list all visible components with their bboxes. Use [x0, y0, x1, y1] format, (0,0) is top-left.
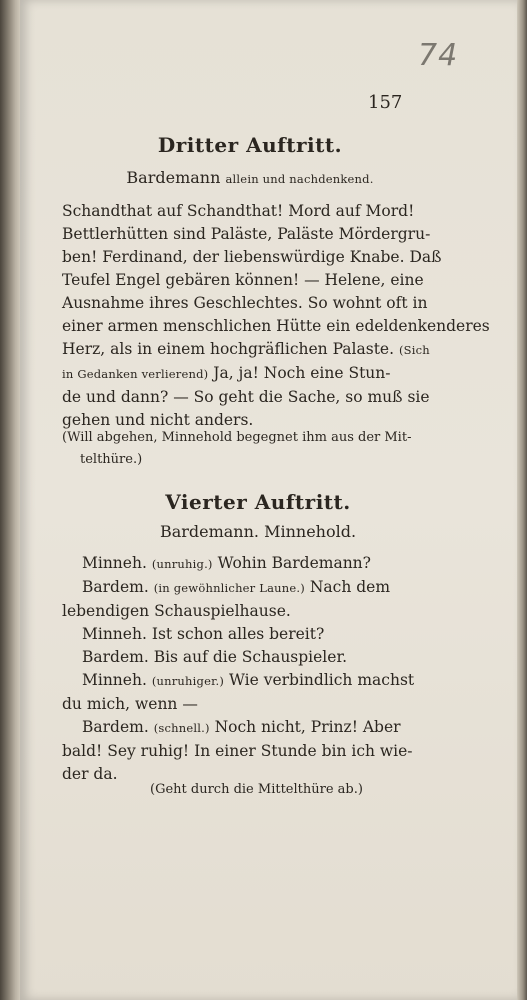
scene-3-cast — [20, 168, 480, 187]
dialogue-line — [62, 669, 434, 693]
scene-4-cast: Bardemann. Minnehold. — [159, 522, 357, 541]
dialogue-line — [62, 552, 434, 576]
dialogue-line: lebendigen Schauspielhause. — [62, 602, 291, 620]
text-line: Schandthat auf Schandthat! Mord auf Mord! — [62, 202, 415, 220]
book-binding — [0, 0, 22, 1000]
dialogue-text: Nach dem — [309, 578, 391, 596]
stage-direction: in Gedanken verlierend) — [62, 367, 209, 381]
stage-direction: (schnell.) — [153, 721, 210, 735]
text-line: ben! Ferdinand, der liebenswürdige Knabe. Daß — [62, 248, 442, 266]
page-sheet — [20, 0, 517, 1000]
dialogue-line: der da. — [62, 765, 118, 783]
scene-3-title: Dritter Auftritt. — [157, 133, 343, 157]
stage-direction-exit-scene-4: (Geht durch die Mittelthüre ab.) — [150, 782, 363, 797]
dialogue-text: Noch nicht, Prinz! Aber — [214, 718, 401, 736]
speaker-name: Minneh. — [82, 671, 147, 689]
dialogue-text: Wie verbindlich machst — [229, 671, 415, 689]
dialogue-text: Bis auf die Schauspieler. — [153, 648, 348, 666]
page-edge — [517, 0, 527, 1000]
text-line: einer armen menschlichen Hütte ein edeldenkenderes — [62, 317, 490, 335]
text-line: Ausnahme ihres Geschlechtes. So wohnt oft in — [62, 294, 428, 312]
stage-direction: (unruhig.) — [151, 557, 213, 571]
scene-3-cast-name: Bardemann — [126, 168, 221, 187]
stage-direction: (Sich — [398, 343, 430, 357]
text-line: gehen und nicht anders. — [62, 411, 254, 429]
dialogue-text: Ist schon alles bereit? — [151, 625, 325, 643]
dialogue-text: Wohin Bardemann? — [217, 554, 371, 572]
text-line: Teufel Engel gebären können! — Helene, eine — [62, 271, 424, 289]
speaker-name: Bardem. — [82, 648, 149, 666]
stage-direction-exit-1: (Will abgehen, Minnehold begegnet ihm aus der Mit- — [62, 430, 412, 445]
text-line: de und dann? — So geht die Sache, so muß sie — [62, 388, 430, 406]
speaker-name: Bardem. — [82, 718, 149, 736]
speaker-name: Minneh. — [82, 625, 147, 643]
scene-4-title: Vierter Auftritt. — [165, 490, 351, 514]
speaker-name: Minneh. — [82, 554, 147, 572]
text-line — [62, 338, 434, 362]
scene-4-dialogue — [62, 552, 434, 786]
dialogue-line — [62, 623, 434, 646]
dialogue-line — [62, 716, 434, 740]
text-fragment: Ja, ja! Noch eine Stun- — [213, 364, 391, 382]
dialogue-line: du mich, wenn — — [62, 695, 198, 713]
scene-3-monologue — [62, 200, 490, 432]
dialogue-line: bald! Sey ruhig! In einer Stunde bin ich wie- — [62, 742, 413, 760]
dialogue-line — [62, 646, 434, 669]
text-line: Bettlerhütten sind Paläste, Paläste Mördergru- — [62, 225, 431, 243]
stage-direction-exit-2: telthüre.) — [80, 452, 143, 467]
speaker-name: Bardem. — [82, 578, 149, 596]
page-number: 157 — [368, 92, 403, 113]
handwritten-folio-number: 74 — [418, 38, 459, 73]
stage-direction: (in gewöhnlicher Laune.) — [153, 581, 305, 595]
scene-3-cast-note: allein und nachdenkend. — [225, 172, 374, 186]
text-line — [62, 362, 434, 386]
stage-direction: (unruhiger.) — [151, 674, 225, 688]
dialogue-line — [62, 576, 434, 600]
text-fragment: Herz, als in einem hochgräflichen Palaste. — [62, 340, 395, 358]
